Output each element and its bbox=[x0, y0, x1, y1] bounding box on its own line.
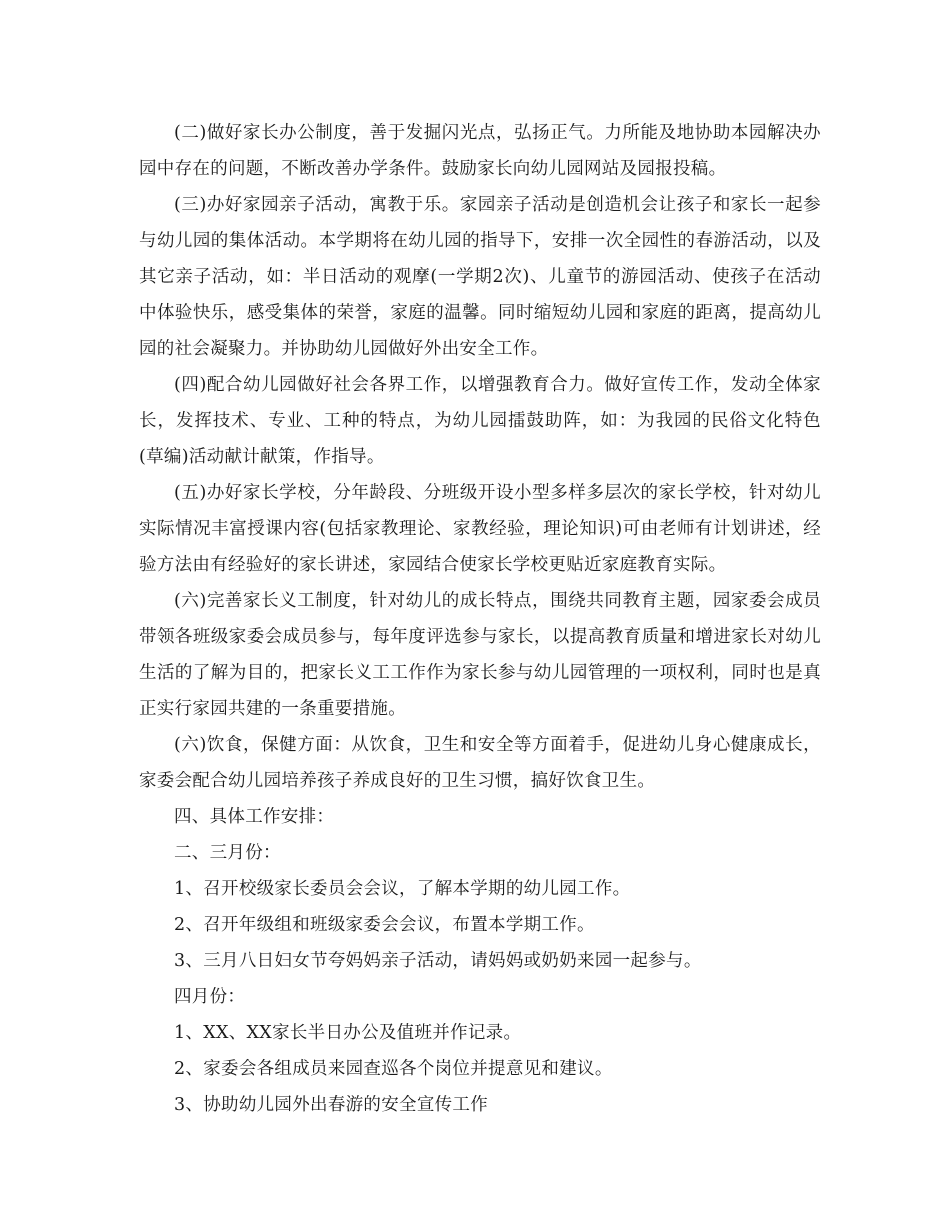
paragraph-item-2: (二)做好家长办公制度，善于发掘闪光点，弘扬正气。力所能及地协助本园解决办园中存在的问题，不断改善办学条件。鼓励家长向幼儿园网站及园报投稿。 bbox=[139, 123, 821, 179]
paragraph-item-6b: (六)饮食，保健方面：从饮食，卫生和安全等方面着手，促进幼儿身心健康成长，家委会配合幼儿园培养孩子养成良好的卫生习惯，搞好饮食卫生。 bbox=[139, 735, 821, 791]
paragraph-item-5: (五)办好家长学校，分年龄段、分班级开设小型多样多层次的家长学校，针对幼儿实际情况丰富授课内容(包括家教理论、家教经验，理论知识)可由老师有计划讲述，经验方法由有经验好的家长讲述，家园结合使家长学校更贴近家庭教育实际。 bbox=[139, 483, 821, 575]
list-item: 3、协助幼儿园外出春游的安全宣传工作 bbox=[174, 1095, 489, 1115]
list-item: 2、召开年级组和班级家委会会议，布置本学期工作。 bbox=[174, 915, 595, 935]
paragraph-item-4: (四)配合幼儿园做好社会各界工作，以增强教育合力。做好宣传工作，发动全体家长，发挥技术、专业、工种的特点，为幼儿园擂鼓助阵，如：为我园的民俗文化特色(草编)活动献计献策，作指导。 bbox=[139, 375, 821, 467]
list-item: 3、三月八日妇女节夸妈妈亲子活动，请妈妈或奶奶来园一起参与。 bbox=[174, 951, 702, 971]
section-heading-schedule: 四、具体工作安排： bbox=[174, 807, 335, 827]
document-body bbox=[139, 115, 821, 1123]
month-heading-feb-mar: 二、三月份： bbox=[174, 843, 281, 863]
list-item: 1、召开校级家长委员会会议，了解本学期的幼儿园工作。 bbox=[174, 879, 631, 899]
month-heading-april: 四月份： bbox=[174, 987, 246, 1007]
list-item: 1、XX、XX家长半日办公及值班并作记录。 bbox=[174, 1023, 522, 1043]
list-item: 2、家委会各组成员来园查巡各个岗位并提意见和建议。 bbox=[174, 1059, 613, 1079]
paragraph-item-3: (三)办好家园亲子活动，寓教于乐。家园亲子活动是创造机会让孩子和家长一起参与幼儿园的集体活动。本学期将在幼儿园的指导下，安排一次全园性的春游活动，以及其它亲子活动，如：半日活动的观摩(一学期2次)、儿童节的游园活动、使孩子在活动中体验快乐，感受集体的荣誉，家庭的温馨。同时缩短幼儿园和家庭的距离，提高幼儿园的社会凝聚力。并协助幼儿园做好外出安全工作。 bbox=[139, 195, 821, 359]
paragraph-item-6a: (六)完善家长义工制度，针对幼儿的成长特点，围绕共同教育主题，园家委会成员带领各班级家委会成员参与，每年度评选参与家长，以提高教育质量和增进家长对幼儿生活的了解为目的，把家长义工工作作为家长参与幼儿园管理的一项权利，同时也是真正实行家园共建的一条重要措施。 bbox=[139, 591, 821, 719]
